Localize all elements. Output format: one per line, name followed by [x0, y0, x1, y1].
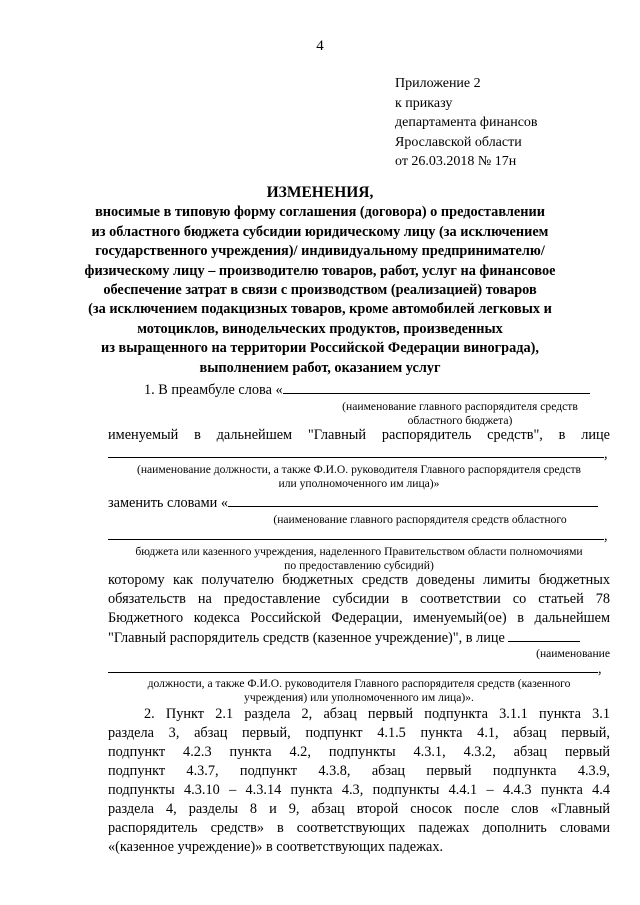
- item2-line: «(казенное учреждение)» в соответствующих падежах.: [108, 839, 444, 855]
- appendix-line: Ярославской области: [395, 134, 522, 150]
- appendix-line: к приказу: [395, 95, 453, 111]
- item1-start: 1. В преамбуле слова «: [144, 382, 283, 398]
- caption: (наименование главного распорядителя средств областного: [273, 513, 567, 526]
- caption: по предоставлению субсидий): [284, 559, 434, 572]
- fill-blank: [508, 629, 580, 642]
- item2-line: подпункт 4.3.7, подпункт 4.3.8, абзац первый подпункта 4.3.9,: [108, 763, 610, 779]
- item2-line: распорядитель средств» в соответствующих падежах дополнить словами: [108, 820, 610, 836]
- item2-line: раздела 4, разделы 8 и 9, абзац второй сносок после слов «Главный: [108, 801, 610, 817]
- fill-blank: [228, 494, 598, 507]
- appendix-line: департамента финансов: [395, 115, 538, 130]
- comma: ,: [604, 446, 608, 462]
- item1-paragraph-line: которому как получателю бюджетных средств доведены лимиты бюджетных: [108, 572, 610, 588]
- page-number: 4: [316, 38, 324, 54]
- appendix-block: [395, 74, 538, 172]
- caption: учреждения) или уполномоченного им лица)».: [244, 691, 474, 704]
- title-line: (за исключением подакцизных товаров, кроме автомобилей легковых и: [88, 301, 552, 318]
- item2-line: подпункты 4.3.10 – 4.3.14 пункта 4.3, подпункты 4.4.1 – 4.4.3 пункта 4.4: [108, 782, 610, 798]
- item1-p4-text: "Главный распорядитель средств (казенное учреждение)", в лице: [108, 630, 505, 646]
- item2-line: подпункт 4.2.3 пункта 4.2, подпункты 4.3.1, 4.3.2, абзац первый: [108, 744, 610, 760]
- fill-blank: [108, 527, 604, 540]
- title-line: мотоциклов, винодельческих продуктов, произведенных: [137, 320, 503, 337]
- item2-line: раздела 3, абзац первый, подпункт 4.1.5 пункта 4.1, абзац первый,: [108, 725, 610, 741]
- item1-line4: [108, 494, 598, 512]
- fill-blank: [283, 381, 590, 394]
- title-line: обеспечение затрат в связи с производством (реализацией) товаров: [103, 282, 537, 299]
- title-line: физическому лицу – производителю товаров, работ, услуг на финансовое: [84, 262, 556, 279]
- item1-paragraph-line: Бюджетного кодекса Российской Федерации, именуемый(ое) в дальнейшем: [108, 610, 610, 626]
- fill-blank: [108, 660, 598, 673]
- item1-line9: [108, 660, 602, 678]
- title-line: из выращенного на территории Российской Федерации винограда),: [101, 340, 539, 357]
- comma: ,: [598, 661, 602, 677]
- caption: должности, а также Ф.И.О. руководителя Главного распорядителя средств (казенного: [147, 677, 571, 690]
- title-line: государственного учреждения)/ индивидуальному предпринимателю/: [95, 243, 545, 260]
- item2-line: 2. Пункт 2.1 раздела 2, абзац первый подпункта 3.1.1 пункта 3.1: [144, 706, 610, 722]
- item1-line1: [144, 381, 590, 399]
- caption: или уполномоченного им лица)»: [278, 477, 440, 490]
- caption: бюджета или казенного учреждения, наделенного Правительством области полномочиями: [135, 545, 583, 558]
- caption: (наименование должности, а также Ф.И.О. руководителя Главного распорядителя средств: [136, 463, 582, 476]
- appendix-line: Приложение 2: [395, 76, 481, 91]
- caption: (наименование главного распорядителя средств: [342, 400, 578, 413]
- document-title: [60, 183, 580, 378]
- title-line: из областного бюджета субсидии юридическому лицу (за исключением: [91, 223, 549, 240]
- title-line: выполнением работ, оказанием услуг: [199, 359, 441, 376]
- comma: ,: [604, 528, 608, 544]
- item1-paragraph-line: обязательств на предоставление субсидии в соответствии со статьей 78: [108, 591, 610, 607]
- appendix-line: от 26.03.2018 № 17н: [395, 154, 517, 169]
- replace-label: заменить словами «: [108, 495, 228, 511]
- item1-paragraph-line: [108, 629, 580, 647]
- title-line: вносимые в типовую форму соглашения (договора) о предоставлении: [95, 204, 545, 221]
- item1-line5: [108, 527, 608, 545]
- caption: областного бюджета): [407, 414, 513, 427]
- item1-line3: [108, 445, 608, 463]
- caption: (наименование: [536, 647, 610, 660]
- item1-line2: именуемый в дальнейшем "Главный распорядитель средств", в лице: [108, 427, 610, 443]
- title-heading: ИЗМЕНЕНИЯ,: [266, 184, 374, 201]
- fill-blank: [108, 445, 604, 458]
